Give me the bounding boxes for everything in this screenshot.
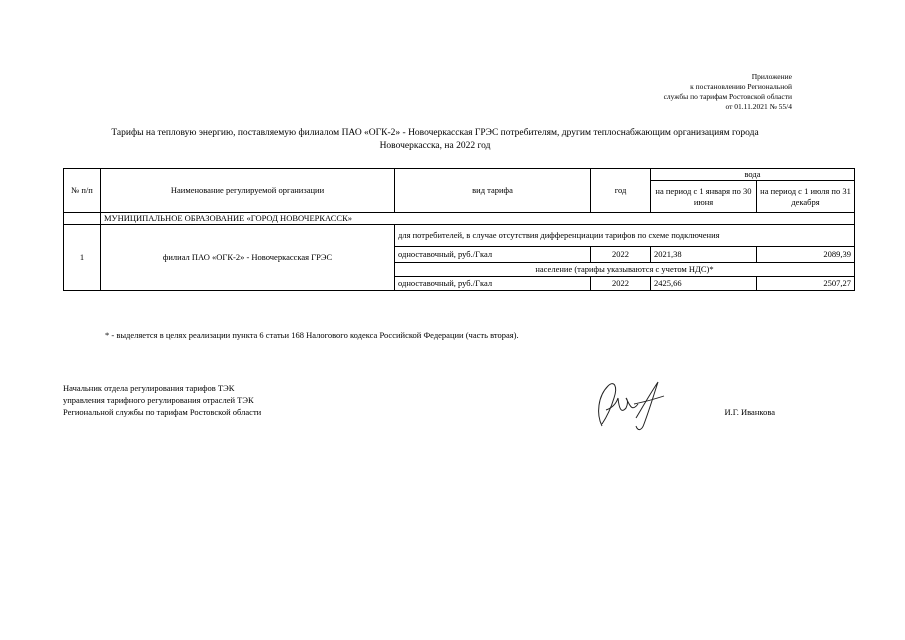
footnote: * - выделяется в целях реализации пункта 6 статьи 168 Налогового кодекса Российской Федерации (часть вторая). <box>105 330 519 340</box>
header-period-1: на период с 1 января по 30 июня <box>651 181 757 213</box>
section-consumers: для потребителей, в случае отсутствия дифференциации тарифов по схеме подключения <box>395 225 855 247</box>
header-org: Наименование регулируемой организации <box>101 169 395 213</box>
annex-line-4: от 01.11.2021 № 55/4 <box>725 102 792 111</box>
header-type: вид тарифа <box>395 169 591 213</box>
signer-line-1: Начальник отдела регулирования тарифов ТЭК <box>63 383 235 393</box>
row1-value-1: 2021,38 <box>651 247 757 263</box>
signer-name: И.Г. Иванкова <box>724 407 775 417</box>
header-group-water: вода <box>651 169 855 181</box>
row2-type: одноставочный, руб./Гкал <box>395 277 591 291</box>
signer-line-2: управления тарифного регулирования отраслей ТЭК <box>63 395 254 405</box>
signer-title <box>63 382 261 418</box>
municipality-row: МУНИЦИПАЛЬНОЕ ОБРАЗОВАНИЕ «ГОРОД НОВОЧЕРКАССК» <box>101 213 855 225</box>
title-line-2: Новочеркасска, на 2022 год <box>379 141 491 151</box>
annex-header <box>664 72 792 112</box>
header-num: № п/п <box>64 169 101 213</box>
org-name: филиал ПАО «ОГК-2» - Новочеркасская ГРЭС <box>101 225 395 291</box>
annex-line-3: службы по тарифам Ростовской области <box>663 92 792 101</box>
tariff-table <box>63 168 855 291</box>
row1-value-2: 2089,39 <box>757 247 855 263</box>
row-number: 1 <box>64 225 101 291</box>
row2-value-2: 2507,27 <box>757 277 855 291</box>
annex-line-1: Приложение <box>751 72 792 81</box>
row1-type: одноставочный, руб./Гкал <box>395 247 591 263</box>
row2-year: 2022 <box>591 277 651 291</box>
signer-line-3: Региональной службы по тарифам Ростовской области <box>63 407 262 417</box>
title-line-1: Тарифы на тепловую энергию, поставляемую филиалом ПАО «ОГК-2» - Новочеркасская ГРЭС потребителям, другим теплоснабжающим организациям города <box>111 128 759 138</box>
section-population: население (тарифы указываются с учетом НДС)* <box>395 263 855 277</box>
municipality-num-cell <box>64 213 101 225</box>
annex-line-2: к постановлению Региональной <box>690 82 792 91</box>
signature-image <box>588 374 678 434</box>
row1-year: 2022 <box>591 247 651 263</box>
document-title <box>60 127 810 153</box>
header-year: год <box>591 169 651 213</box>
row2-value-1: 2425,66 <box>651 277 757 291</box>
header-period-2: на период с 1 июля по 31 декабря <box>757 181 855 213</box>
